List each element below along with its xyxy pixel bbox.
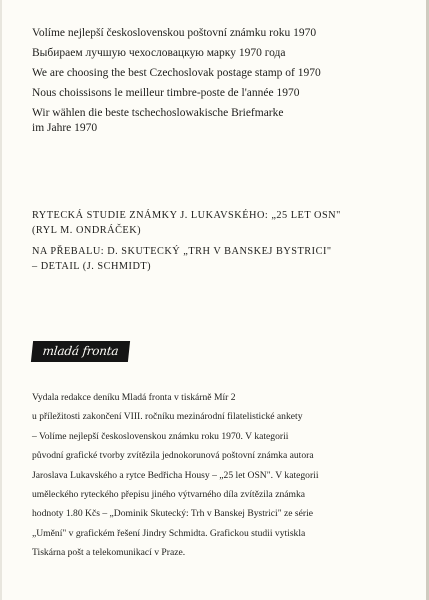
heading-german: Wir wählen die beste tschechoslowakische Briefmarke xyxy=(32,107,284,119)
caption-line: NA PŘEBALU: D. SKUTECKÝ „TRH V BANSKEJ BYSTRICI" xyxy=(32,246,332,257)
colophon-line: hodnoty 1.80 Kčs – „Dominik Skutecký: Trh v Banskej Bystrici" ze série xyxy=(32,508,314,520)
heading-french: Nous choissisons le meilleur timbre-poste de l'année 1970 xyxy=(32,87,300,99)
heading-german-continued: im Jahre 1970 xyxy=(32,122,98,134)
heading-english: We are choosing the best Czechoslovak postage stamp of 1970 xyxy=(32,67,321,79)
heading-czech: Volíme nejlepší československou poštovní známku roku 1970 xyxy=(32,27,317,39)
colophon-line: Tiskárna pošt a telekomunikací v Praze. xyxy=(32,547,186,559)
caption-line: – DETAIL (J. SCHMIDT) xyxy=(32,261,152,272)
multilingual-heading xyxy=(32,26,402,136)
colophon-line: Vydala redakce deníku Mladá fronta v tiskárně Mír 2 xyxy=(32,392,236,403)
colophon-line: u příležitosti zakončení VIII. ročníku mezinárodní filatelistické ankety xyxy=(32,411,303,423)
colophon-line: Jaroslava Lukavského a rytce Bedřicha Housy – „25 let OSN". V kategorii xyxy=(32,469,319,481)
heading-russian: Выбираем лучшую чехословацкую марку 1970 года xyxy=(32,47,286,59)
caption-line: RYTECKÁ STUDIE ZNÁMKY J. LUKAVSKÉHO: „25 LET OSN" xyxy=(32,210,341,221)
colophon-line: uměleckého ryteckého přepisu jiného výtvarného díla zvítězila známka xyxy=(32,489,306,501)
colophon-line: „Umění" v grafickém řešení Jindry Schmidta. Grafickou studii vytiskla xyxy=(32,527,306,539)
colophon-text xyxy=(32,388,417,563)
caption-line: (RYL M. ONDRÁČEK) xyxy=(32,225,142,236)
colophon-line: původní grafické tvorby zvítězila jednokorunová poštovní známka autora xyxy=(32,450,314,462)
colophon-line: – Volíme nejlepší československou známku roku 1970. V kategorii xyxy=(32,430,289,442)
illustration-caption xyxy=(32,208,417,274)
publisher-logo: mladá fronta xyxy=(31,341,130,362)
